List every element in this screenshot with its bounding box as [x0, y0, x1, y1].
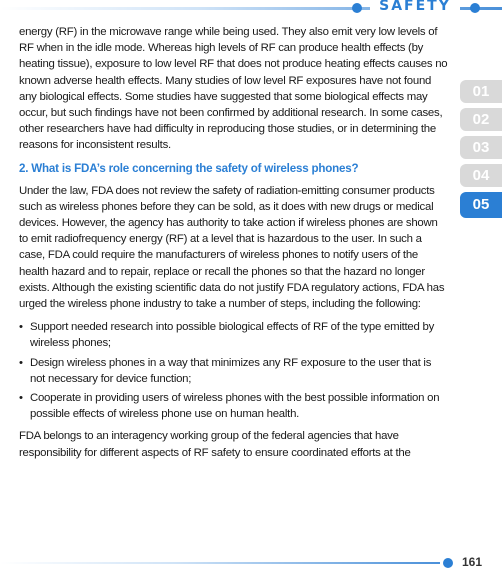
section-heading: 2. What is FDA’s role concerning the safety of wireless phones? — [19, 161, 359, 175]
section-title: SAFETY — [370, 0, 460, 15]
list-item: • Cooperate in providing users of wireless phones with the best possible information on possible effects of wireless phone use on human health. — [19, 390, 449, 422]
fda-role-paragraph: Under the law, FDA does not review the safety of radiation-emitting consumer products such as wireless phones before they can be sold, as it does with new drugs or medical devices. However, the agency has authority to take action if wireless phones are shown to emit radiofrequency energy (RF) at a level that is hazardous to the user. In such a case, FDA could require the manufacturers of wireless phones to notify users of the health hazard and to repair, replace or recall the phones so that the hazard no longer exists. Although the existing scientific data do not justify FDA regulatory actions, FDA has urged the wireless phone industry to take a number of steps, including the following: — [19, 184, 445, 311]
chapter-tabs — [460, 80, 502, 223]
chapter-tab-01[interactable]: 01 — [460, 80, 502, 103]
header-dot-icon — [352, 3, 362, 13]
list-item: • Support needed research into possible biological effects of RF of the type emitted by wireless phones; — [19, 319, 449, 351]
page-body — [19, 24, 449, 468]
chapter-tab-03[interactable]: 03 — [460, 136, 502, 159]
chapter-tab-02[interactable]: 02 — [460, 108, 502, 131]
footer-rule — [0, 562, 440, 564]
list-item: • Design wireless phones in a way that minimizes any RF exposure to the user that is not necessary for device function; — [19, 355, 449, 387]
chapter-tab-04[interactable]: 04 — [460, 164, 502, 187]
intro-paragraph: energy (RF) in the microwave range while being used. They also emit very low levels of RF when in the idle mode. Whereas high levels of RF can produce health effects (by heating tissue), exposure to low level RF that does not produce heating effects causes no known adverse health effects. Many studies of low level RF exposures have not found any biological effects. Some studies have suggested that some biological effects may occur, but such findings have not been confirmed by additional research. In some cases, other researchers have had difficulty in reproducing those studies, or in determining the reasons for inconsistent results. — [19, 26, 448, 152]
steps-list — [19, 319, 449, 422]
closing-paragraph: FDA belongs to an interagency working group of the federal agencies that have responsibility for different aspects of RF safety to ensure coordinated efforts at the — [19, 430, 411, 459]
footer-dot-icon — [443, 558, 453, 568]
header-dot-icon — [470, 3, 480, 13]
page-number: 161 — [462, 555, 483, 569]
page-header — [0, 0, 502, 16]
chapter-tab-05[interactable]: 05 — [460, 192, 502, 218]
